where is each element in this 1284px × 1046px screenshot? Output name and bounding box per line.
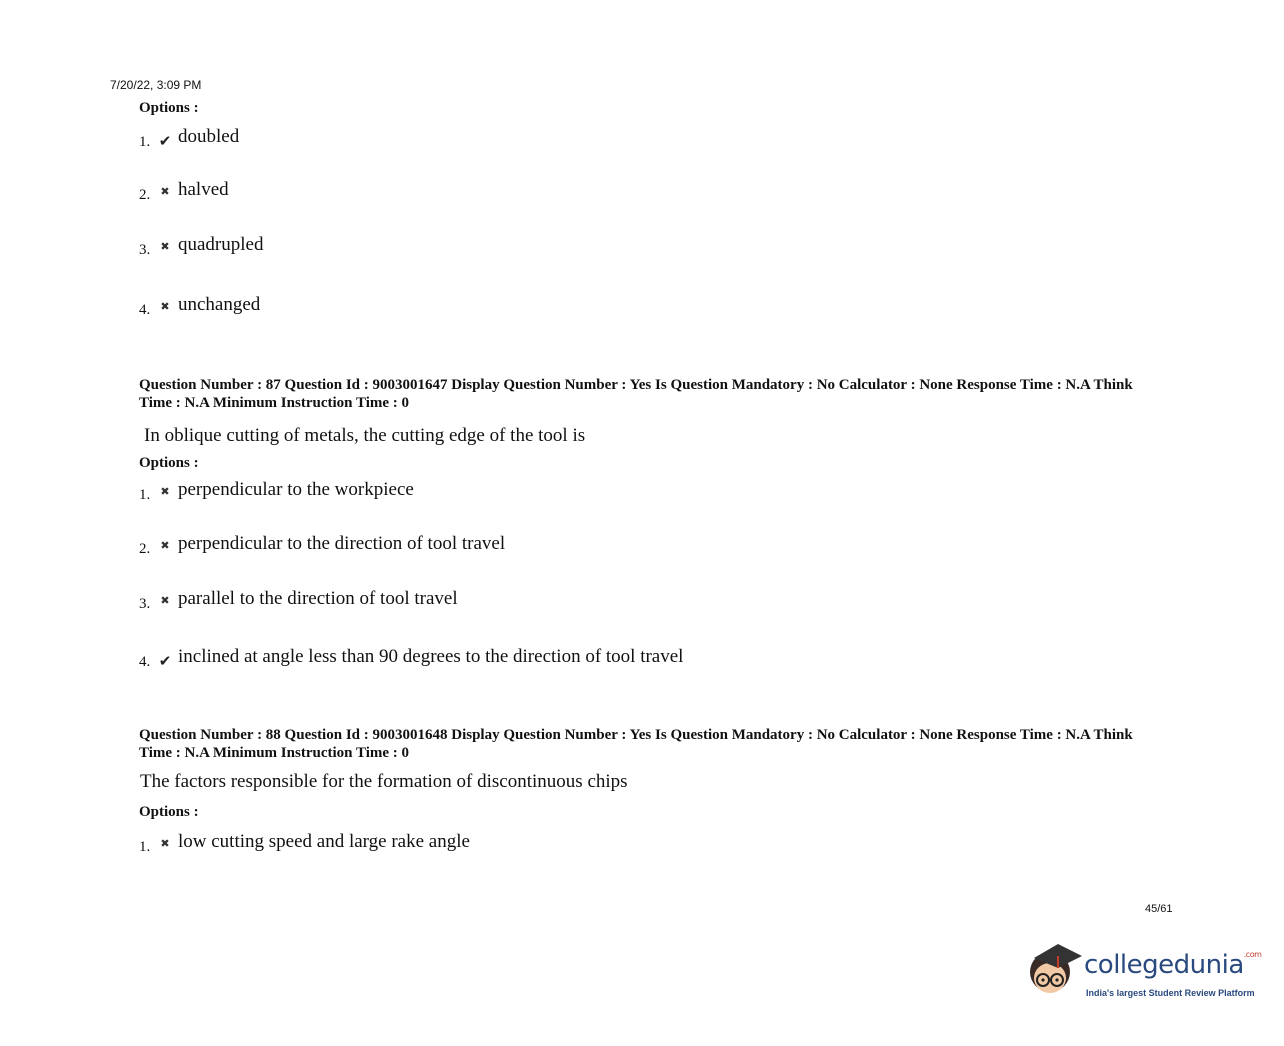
option-number: 1.: [139, 134, 151, 150]
option-number: 3.: [139, 596, 151, 612]
brand-tagline: India's largest Student Review Platform: [1086, 988, 1255, 998]
brand-text: collegedunia: [1084, 950, 1244, 980]
option-number: 1.: [139, 839, 151, 855]
correct-tick-icon: ✔: [158, 654, 172, 670]
option-text: perpendicular to the direction of tool travel: [178, 533, 506, 554]
option-number: 2.: [139, 187, 151, 203]
option-text: unchanged: [178, 294, 261, 315]
mascot-icon: [1024, 938, 1084, 1008]
option-item: [139, 831, 470, 856]
wrong-cross-icon: ✖: [160, 186, 170, 198]
correct-tick-icon: ✔: [158, 134, 172, 150]
question-metadata: Question Number : 88 Question Id : 9003001648 Display Question Number : Yes Is Question Mandatory : No Calculator : None Response Time : N.A Think Time : N.A Minimum Instruction Time : 0: [139, 727, 1133, 761]
options-heading: Options :: [139, 804, 199, 820]
collegedunia-logo: [1024, 938, 1264, 1008]
wrong-cross-icon: ✖: [160, 241, 170, 253]
option-item: [139, 533, 505, 558]
option-text: quadrupled: [178, 234, 264, 255]
option-item: [139, 646, 683, 671]
options-heading: Options :: [139, 100, 199, 116]
options-heading: Options :: [139, 455, 199, 471]
question-text: The factors responsible for the formation of discontinuous chips: [140, 771, 628, 792]
option-number: 4.: [139, 654, 151, 670]
option-item: [139, 234, 263, 259]
option-number: 3.: [139, 242, 151, 258]
option-text: parallel to the direction of tool travel: [178, 588, 458, 609]
option-text: inclined at angle less than 90 degrees to the direction of tool travel: [178, 646, 684, 667]
option-number: 1.: [139, 487, 151, 503]
wrong-cross-icon: ✖: [160, 486, 170, 498]
question-text: In oblique cutting of metals, the cutting edge of the tool is: [144, 425, 586, 446]
option-item: [139, 126, 239, 151]
wrong-cross-icon: ✖: [160, 838, 170, 850]
option-item: [139, 179, 229, 204]
option-item: [139, 294, 260, 319]
option-number: 2.: [139, 541, 151, 557]
option-text: doubled: [178, 126, 240, 147]
brand-suffix: .com: [1243, 950, 1262, 959]
option-item: [139, 479, 414, 504]
page-number: 45/61: [1145, 903, 1173, 915]
wrong-cross-icon: ✖: [160, 301, 170, 313]
wrong-cross-icon: ✖: [160, 595, 170, 607]
brand-name: [1084, 950, 1261, 980]
wrong-cross-icon: ✖: [160, 540, 170, 552]
question-metadata: Question Number : 87 Question Id : 9003001647 Display Question Number : Yes Is Question Mandatory : No Calculator : None Response Time : N.A Think Time : N.A Minimum Instruction Time : 0: [139, 377, 1133, 411]
print-timestamp: 7/20/22, 3:09 PM: [110, 78, 202, 92]
option-text: perpendicular to the workpiece: [178, 479, 414, 500]
option-number: 4.: [139, 302, 151, 318]
option-text: low cutting speed and large rake angle: [178, 831, 470, 852]
option-text: halved: [178, 179, 229, 200]
option-item: [139, 588, 458, 613]
